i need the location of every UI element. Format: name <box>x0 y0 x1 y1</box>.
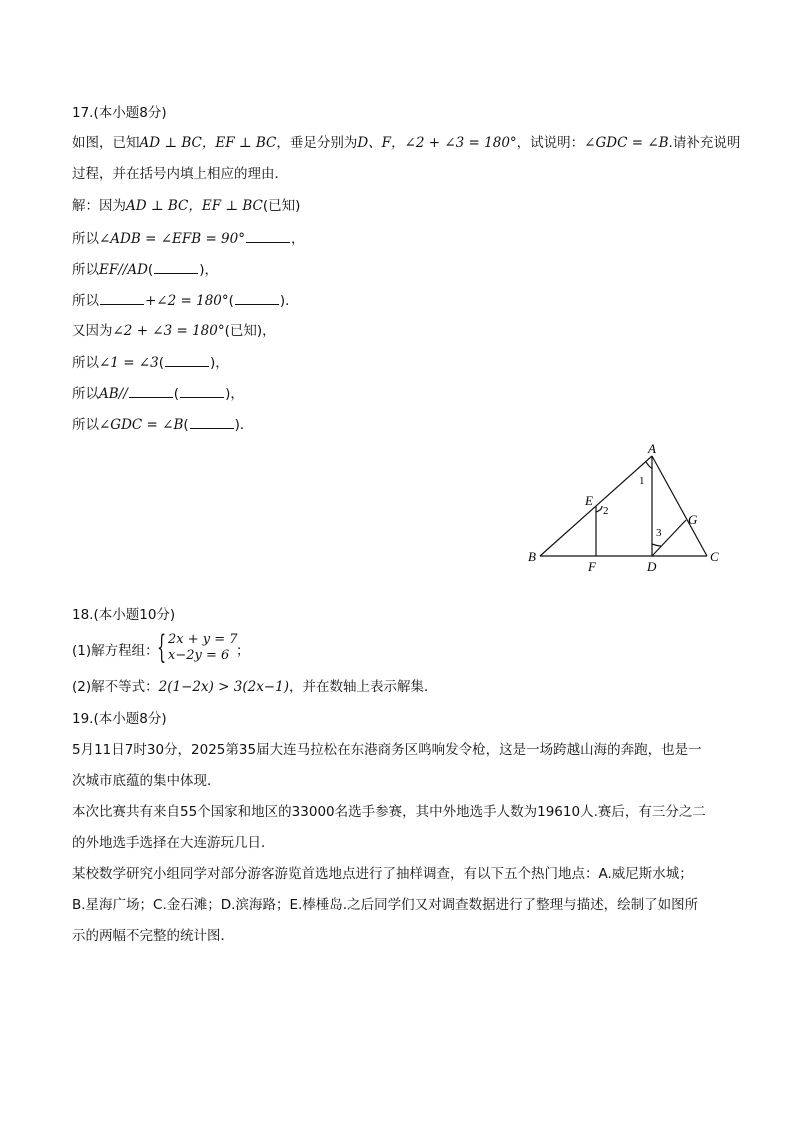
q19-para3-line1: 某校数学研究小组同学对部分游客游览首选地点进行了抽样调查，有以下五个热门地点：A.威尼斯水城； <box>72 866 693 882</box>
label-angle-2: 2 <box>603 505 609 517</box>
q19-para3-line3: 示的两幅不完整的统计图． <box>72 928 234 944</box>
q17-intro-line2: 过程，并在括号内填上相应的理由． <box>72 166 288 182</box>
answer-blank <box>165 352 209 367</box>
q17-step2: 所以EF//AD( )， <box>72 259 218 280</box>
answer-blank <box>180 383 224 398</box>
answer-blank <box>154 259 198 274</box>
q17-step6: 所以AB// ( )， <box>72 383 244 404</box>
q17-step3: 所以 +∠2 = 180°( )． <box>72 290 299 311</box>
label-d: D <box>647 559 657 574</box>
q17-header: 17.(本小题8分) <box>72 105 167 121</box>
q18-part1-end: ； <box>236 643 250 659</box>
q19-para3-line2: B.星海广场；C.金石滩；D.滨海路；E.棒棰岛.之后同学们又对调查数据进行了整理与描述，绘制了如图所 <box>72 897 699 913</box>
segment-ac <box>652 456 707 556</box>
q17-intro-line1: 如图，已知AD ⊥ BC，EF ⊥ BC，垂足分别为D、F，∠2 + ∠3 = 180°，试说明：∠GDC = ∠B.请补充说明 <box>72 135 741 151</box>
geometry-figure <box>520 440 730 575</box>
q17-solve-line: 解：因为AD ⊥ BC，EF ⊥ BC(已知) <box>72 198 301 214</box>
label-a: A <box>648 441 656 456</box>
q18-part1-label: (1)解方程组： <box>72 643 159 659</box>
equation-system-brace: { <box>157 628 167 666</box>
angle-mark-3 <box>652 544 661 546</box>
label-g: G <box>688 512 698 527</box>
answer-blank <box>100 290 144 305</box>
label-c: C <box>710 549 719 564</box>
answer-blank <box>129 383 173 398</box>
q17-step1: 所以∠ADB = ∠EFB = 90° ， <box>72 228 304 249</box>
q17-step5: 所以∠1 = ∠3( )， <box>72 352 229 373</box>
label-f: F <box>588 559 596 574</box>
equation-2: x−2y = 6 <box>168 648 230 663</box>
q19-para2-line2: 的外地选手选择在大连游玩几日． <box>72 835 275 851</box>
equation-1: 2x + y = 7 <box>168 632 238 647</box>
q17-step4: 又因为∠2 + ∠3 = 180°(已知)， <box>72 323 276 339</box>
answer-blank <box>190 414 234 429</box>
angle-mark-1 <box>646 462 652 468</box>
q19-para2-line1: 本次比赛共有来自55个国家和地区的33000名选手参赛，其中外地选手人数为19610人.赛后，有三分之二 <box>72 804 706 820</box>
q18-header: 18.(本小题10分) <box>72 607 176 623</box>
label-angle-3: 3 <box>656 527 662 539</box>
label-angle-1: 1 <box>639 475 645 487</box>
angle-mark-2 <box>596 506 602 512</box>
q17-step7: 所以∠GDC = ∠B( )． <box>72 414 253 435</box>
q19-para1-line1: 5月11日7时30分，2025第35届大连马拉松在东港商务区鸣响发令枪，这是一场跨越山海的奔跑，也是一 <box>72 742 702 758</box>
answer-blank <box>235 290 279 305</box>
q19-para1-line2: 次城市底蕴的集中体现． <box>72 773 221 789</box>
q19-header: 19.(本小题8分) <box>72 711 167 727</box>
label-e: E <box>585 493 593 508</box>
label-b: B <box>528 549 536 564</box>
q18-part2: (2)解不等式：2(1−2x) > 3(2x−1)，并在数轴上表示解集． <box>72 679 438 695</box>
answer-blank <box>246 228 290 243</box>
